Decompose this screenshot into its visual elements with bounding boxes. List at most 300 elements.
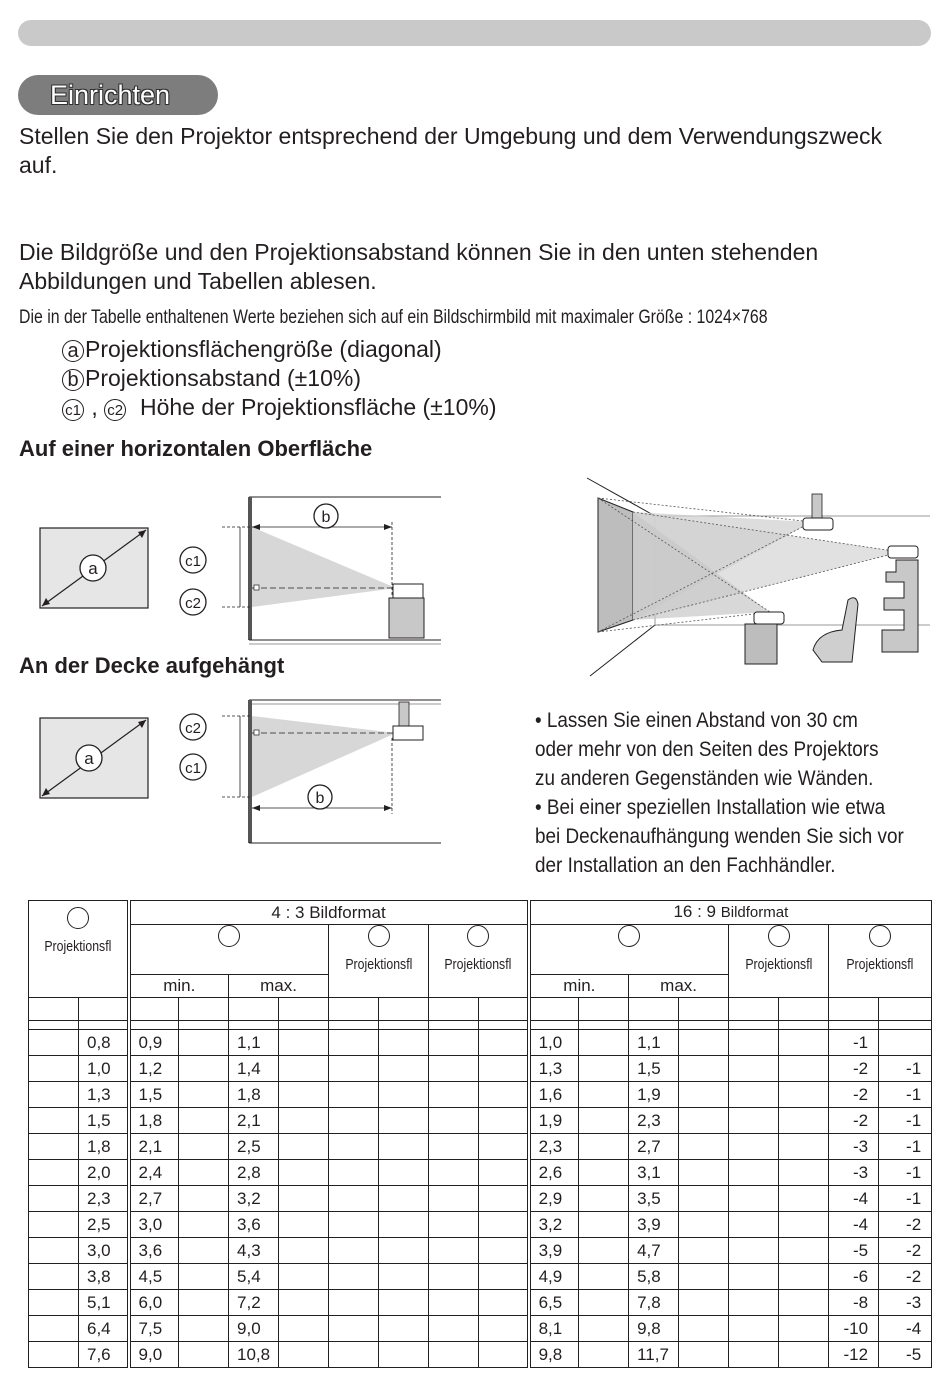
- cell-empty: [179, 1056, 229, 1082]
- cell-empty: [679, 1290, 729, 1316]
- cell-empty: [379, 1056, 429, 1082]
- cell-min169: 8,1: [529, 1316, 579, 1342]
- header-distance-43: [129, 925, 329, 975]
- cell-empty: [479, 1316, 529, 1342]
- svg-text:a: a: [84, 749, 94, 768]
- cell-empty: [479, 1160, 529, 1186]
- cell-empty: [779, 1186, 829, 1212]
- cell-empty: [179, 1238, 229, 1264]
- cell-empty: [279, 1290, 329, 1316]
- cell-empty: [279, 1316, 329, 1342]
- cell-max169: 5,8: [629, 1264, 679, 1290]
- cell-max43: 9,0: [229, 1316, 279, 1342]
- cell-empty: [479, 1238, 529, 1264]
- cell-empty: [729, 1030, 779, 1056]
- svg-text:b: b: [321, 509, 331, 526]
- legend-c-text: Höhe der Projektionsfläche (±10%): [139, 394, 497, 420]
- cell-empty: [29, 1108, 79, 1134]
- cell-empty: [179, 1342, 229, 1368]
- cell-max169: 1,1: [629, 1030, 679, 1056]
- cell-empty: [279, 1342, 329, 1368]
- cell-empty: [779, 1212, 829, 1238]
- legend-c-sep: ,: [85, 394, 105, 420]
- cell-max43: 2,5: [229, 1134, 279, 1160]
- cell-empty: [379, 1264, 429, 1290]
- section-title: Einrichten: [18, 75, 218, 115]
- cell-empty: [29, 1056, 79, 1082]
- cell-c2: -4: [879, 1316, 932, 1342]
- cell-min169: 3,9: [529, 1238, 579, 1264]
- cell-max169: 7,8: [629, 1290, 679, 1316]
- cell-empty: [729, 1264, 779, 1290]
- cell-empty: [329, 1264, 379, 1290]
- header-distance-169: [529, 925, 729, 975]
- cell-empty: [329, 1082, 379, 1108]
- cell-empty: [329, 1212, 379, 1238]
- cell-empty: [579, 1342, 629, 1368]
- cell-empty: [329, 1238, 379, 1264]
- cell-screen: 2,5: [79, 1212, 129, 1238]
- cell-min169: 1,9: [529, 1108, 579, 1134]
- cell-c2: -3: [879, 1290, 932, 1316]
- cell-max169: 4,7: [629, 1238, 679, 1264]
- cell-empty: [729, 1082, 779, 1108]
- cell-empty: [579, 1082, 629, 1108]
- cell-empty: [479, 1264, 529, 1290]
- cell-min43: 1,8: [129, 1108, 179, 1134]
- cell-empty: [729, 1056, 779, 1082]
- header-max-169: max.: [629, 975, 729, 998]
- cell-screen: 2,0: [79, 1160, 129, 1186]
- cell-max169: 1,5: [629, 1056, 679, 1082]
- cell-empty: [779, 1030, 829, 1056]
- bullet-line: der Installation an den Fachhändler.: [535, 854, 836, 877]
- cell-c1: -4: [829, 1186, 879, 1212]
- cell-empty: [379, 1316, 429, 1342]
- cell-empty: [329, 1108, 379, 1134]
- header-c1-169: Projektionsfl: [729, 925, 829, 998]
- header-4-3: 4 : 3 Bildformat: [129, 901, 529, 925]
- cell-empty: [429, 1238, 479, 1264]
- cell-empty: [779, 1082, 829, 1108]
- cell-screen: 5,1: [79, 1290, 129, 1316]
- cell-min43: 2,1: [129, 1134, 179, 1160]
- heading-ceiling: An der Decke aufgehängt: [19, 653, 285, 678]
- cell-c2: -1: [879, 1134, 932, 1160]
- cell-min169: 1,6: [529, 1082, 579, 1108]
- marker-b: [618, 925, 640, 947]
- cell-empty: [179, 1212, 229, 1238]
- header-min-43: min.: [129, 975, 229, 998]
- cell-empty: [429, 1212, 479, 1238]
- cell-screen: 1,3: [79, 1082, 129, 1108]
- cell-empty: [29, 1030, 79, 1056]
- cell-empty: [479, 1342, 529, 1368]
- cell-empty: [679, 1134, 729, 1160]
- cell-screen: 6,4: [79, 1316, 129, 1342]
- cell-empty: [329, 1290, 379, 1316]
- cell-c1: -12: [829, 1342, 879, 1368]
- cell-min169: 4,9: [529, 1264, 579, 1290]
- cell-empty: [779, 1290, 829, 1316]
- table-row: [29, 1264, 932, 1290]
- cell-empty: [579, 1316, 629, 1342]
- cell-empty: [679, 1342, 729, 1368]
- bullet-notes: [535, 706, 904, 880]
- cell-c1: -5: [829, 1238, 879, 1264]
- cell-max43: 1,4: [229, 1056, 279, 1082]
- cell-empty: [379, 1030, 429, 1056]
- bullet-line: • Bei einer speziellen Installation wie etwa: [535, 796, 886, 819]
- cell-empty: [29, 1290, 79, 1316]
- cell-empty: [579, 1108, 629, 1134]
- cell-empty: [579, 1186, 629, 1212]
- cell-empty: [329, 1056, 379, 1082]
- cell-empty: [729, 1108, 779, 1134]
- cell-empty: [679, 1212, 729, 1238]
- cell-empty: [679, 1030, 729, 1056]
- cell-empty: [279, 1082, 329, 1108]
- legend-a-text: Projektionsflächengröße (diagonal): [85, 336, 442, 362]
- cell-c1: -4: [829, 1212, 879, 1238]
- cell-min169: 2,9: [529, 1186, 579, 1212]
- cell-empty: [679, 1160, 729, 1186]
- cell-min43: 1,2: [129, 1056, 179, 1082]
- cell-empty: [279, 1030, 329, 1056]
- cell-c2: -1: [879, 1186, 932, 1212]
- cell-empty: [379, 1108, 429, 1134]
- marker-c2: [869, 925, 891, 947]
- cell-empty: [429, 1342, 479, 1368]
- cell-empty: [579, 1134, 629, 1160]
- cell-min43: 0,9: [129, 1030, 179, 1056]
- cell-empty: [379, 1342, 429, 1368]
- table-row: [29, 1030, 932, 1056]
- cell-screen: 0,8: [79, 1030, 129, 1056]
- table-row: [29, 1082, 932, 1108]
- cell-min43: 3,6: [129, 1238, 179, 1264]
- cell-c1: -2: [829, 1108, 879, 1134]
- cell-max43: 4,3: [229, 1238, 279, 1264]
- cell-empty: [329, 1134, 379, 1160]
- cell-empty: [729, 1342, 779, 1368]
- cell-empty: [579, 1056, 629, 1082]
- cell-empty: [179, 1030, 229, 1056]
- cell-empty: [179, 1108, 229, 1134]
- bullet-line: bei Deckenaufhängung wenden Sie sich vor: [535, 825, 904, 848]
- cell-max43: 1,8: [229, 1082, 279, 1108]
- cell-empty: [329, 1316, 379, 1342]
- table-row: [29, 1056, 932, 1082]
- svg-text:c1: c1: [185, 553, 201, 570]
- cell-max169: 3,9: [629, 1212, 679, 1238]
- cell-max169: 2,7: [629, 1134, 679, 1160]
- intro-text-2: Die Bildgröße und den Projektionsabstand können Sie in den unten stehenden Abbildungen und Tabellen ablesen.: [19, 239, 819, 294]
- cell-max169: 11,7: [629, 1342, 679, 1368]
- cell-empty: [279, 1134, 329, 1160]
- cell-empty: [179, 1082, 229, 1108]
- cell-c2: -1: [879, 1056, 932, 1082]
- header-max-43: max.: [229, 975, 329, 998]
- table-row: [29, 1212, 932, 1238]
- cell-empty: [179, 1134, 229, 1160]
- cell-max43: 2,8: [229, 1160, 279, 1186]
- cell-empty: [429, 1134, 479, 1160]
- cell-min43: 1,5: [129, 1082, 179, 1108]
- side-diagram-ceiling: [180, 700, 441, 843]
- cell-empty: [179, 1290, 229, 1316]
- cell-empty: [429, 1108, 479, 1134]
- cell-empty: [679, 1316, 729, 1342]
- cell-c2: -2: [879, 1264, 932, 1290]
- side-diagram-horizontal: [180, 497, 441, 644]
- cell-empty: [379, 1134, 429, 1160]
- cell-empty: [479, 1082, 529, 1108]
- cell-empty: [429, 1082, 479, 1108]
- cell-empty: [29, 1316, 79, 1342]
- svg-text:c2: c2: [185, 720, 201, 737]
- cell-max43: 10,8: [229, 1342, 279, 1368]
- cell-empty: [329, 1186, 379, 1212]
- screen-diagram-ceiling: [40, 718, 148, 798]
- cell-empty: [279, 1186, 329, 1212]
- cell-min169: 9,8: [529, 1342, 579, 1368]
- cell-empty: [779, 1056, 829, 1082]
- header-c2-169: Projektionsfl: [829, 925, 932, 998]
- cell-empty: [729, 1290, 779, 1316]
- cell-empty: [429, 1290, 479, 1316]
- cell-c1: -1: [829, 1030, 879, 1056]
- cell-screen: 1,0: [79, 1056, 129, 1082]
- cell-empty: [729, 1160, 779, 1186]
- cell-c1: -2: [829, 1082, 879, 1108]
- cell-empty: [29, 1082, 79, 1108]
- table-note: Die in der Tabelle enthaltenen Werte beziehen sich auf ein Bildschirmbild mit maximaler Größe : 1024×768: [19, 307, 768, 328]
- marker-a: [67, 907, 89, 929]
- marker-a: a: [62, 340, 84, 362]
- cell-min169: 6,5: [529, 1290, 579, 1316]
- cell-empty: [29, 1342, 79, 1368]
- cell-screen: 3,8: [79, 1264, 129, 1290]
- marker-b: [218, 925, 240, 947]
- cell-c1: -3: [829, 1134, 879, 1160]
- cell-empty: [579, 1212, 629, 1238]
- cell-c1: -3: [829, 1160, 879, 1186]
- cell-max169: 2,3: [629, 1108, 679, 1134]
- cell-empty: [429, 1056, 479, 1082]
- cell-empty: [329, 1160, 379, 1186]
- table-row: [29, 1290, 932, 1316]
- cell-min169: 2,3: [529, 1134, 579, 1160]
- cell-empty: [579, 1264, 629, 1290]
- cell-screen: 1,8: [79, 1134, 129, 1160]
- cell-empty: [329, 1342, 379, 1368]
- marker-c2: c2: [104, 399, 126, 421]
- bullet-line: zu anderen Gegenständen wie Wänden.: [535, 767, 874, 790]
- cell-empty: [29, 1134, 79, 1160]
- cell-empty: [429, 1030, 479, 1056]
- cell-empty: [579, 1030, 629, 1056]
- svg-text:c2: c2: [185, 595, 201, 612]
- cell-empty: [779, 1108, 829, 1134]
- cell-c2: -2: [879, 1238, 932, 1264]
- cell-screen: 3,0: [79, 1238, 129, 1264]
- cell-empty: [679, 1082, 729, 1108]
- cell-max169: 3,1: [629, 1160, 679, 1186]
- cell-empty: [779, 1238, 829, 1264]
- marker-c1: [368, 925, 390, 947]
- cell-c1: -2: [829, 1056, 879, 1082]
- cell-empty: [29, 1212, 79, 1238]
- cell-empty: [729, 1186, 779, 1212]
- cell-empty: [279, 1160, 329, 1186]
- cell-c2: -1: [879, 1160, 932, 1186]
- cell-empty: [279, 1238, 329, 1264]
- cell-min43: 9,0: [129, 1342, 179, 1368]
- svg-text:a: a: [88, 559, 98, 578]
- heading-horizontal: Auf einer horizontalen Oberfläche: [19, 436, 373, 461]
- cell-empty: [179, 1186, 229, 1212]
- cell-empty: [429, 1160, 479, 1186]
- cell-empty: [679, 1264, 729, 1290]
- cell-empty: [29, 1160, 79, 1186]
- cell-min169: 1,3: [529, 1056, 579, 1082]
- marker-b: b: [62, 369, 84, 391]
- cell-empty: [679, 1238, 729, 1264]
- cell-min43: 2,7: [129, 1186, 179, 1212]
- cell-max43: 3,6: [229, 1212, 279, 1238]
- cell-empty: [779, 1160, 829, 1186]
- cell-empty: [779, 1342, 829, 1368]
- legend-b-text: Projektionsabstand (±10%): [85, 365, 361, 391]
- screen-diagram-horizontal: [40, 528, 148, 608]
- cell-empty: [429, 1186, 479, 1212]
- cell-empty: [479, 1030, 529, 1056]
- marker-c1: [768, 925, 790, 947]
- cell-empty: [379, 1082, 429, 1108]
- header-screen-size: Projektionsfl: [29, 901, 129, 998]
- cell-screen: 1,5: [79, 1108, 129, 1134]
- marker-c2: [467, 925, 489, 947]
- cell-empty: [429, 1264, 479, 1290]
- bullet-line: oder mehr von den Seiten des Projektors: [535, 738, 879, 761]
- cell-c2: [879, 1030, 932, 1056]
- header-c1-43: Projektionsfl: [329, 925, 429, 998]
- cell-empty: [479, 1186, 529, 1212]
- table-row: [29, 1316, 932, 1342]
- cell-max43: 3,2: [229, 1186, 279, 1212]
- cell-empty: [729, 1238, 779, 1264]
- table-row: [29, 1134, 932, 1160]
- cell-min43: 6,0: [129, 1290, 179, 1316]
- cell-c2: -5: [879, 1342, 932, 1368]
- cell-c2: -2: [879, 1212, 932, 1238]
- cell-min169: 1,0: [529, 1030, 579, 1056]
- cell-empty: [379, 1290, 429, 1316]
- svg-text:c1: c1: [185, 760, 201, 777]
- cell-min43: 4,5: [129, 1264, 179, 1290]
- cell-empty: [29, 1264, 79, 1290]
- table-row: [29, 1238, 932, 1264]
- cell-empty: [379, 1212, 429, 1238]
- header-min-169: min.: [529, 975, 629, 998]
- table-row: [29, 1108, 932, 1134]
- intro-text: Stellen Sie den Projektor entsprechend der Umgebung und dem Verwendungszweck auf.: [19, 123, 883, 178]
- table-row: [29, 1342, 932, 1368]
- cell-empty: [179, 1160, 229, 1186]
- table-row: [29, 1186, 932, 1212]
- cell-empty: [279, 1056, 329, 1082]
- cell-empty: [679, 1108, 729, 1134]
- cell-empty: [579, 1238, 629, 1264]
- cell-max43: 2,1: [229, 1108, 279, 1134]
- cell-screen: 2,3: [79, 1186, 129, 1212]
- cell-min169: 2,6: [529, 1160, 579, 1186]
- cell-empty: [729, 1212, 779, 1238]
- cell-empty: [29, 1186, 79, 1212]
- marker-c1: c1: [62, 399, 84, 421]
- cell-c1: -6: [829, 1264, 879, 1290]
- table-row: [29, 1160, 932, 1186]
- room-illustration: [587, 478, 930, 676]
- cell-empty: [179, 1316, 229, 1342]
- cell-empty: [679, 1186, 729, 1212]
- cell-empty: [679, 1056, 729, 1082]
- cell-empty: [479, 1134, 529, 1160]
- cell-empty: [379, 1160, 429, 1186]
- cell-empty: [279, 1212, 329, 1238]
- cell-empty: [279, 1264, 329, 1290]
- cell-empty: [779, 1316, 829, 1342]
- cell-max169: 1,9: [629, 1082, 679, 1108]
- cell-empty: [579, 1160, 629, 1186]
- cell-empty: [779, 1134, 829, 1160]
- cell-empty: [479, 1290, 529, 1316]
- cell-min43: 3,0: [129, 1212, 179, 1238]
- cell-min43: 2,4: [129, 1160, 179, 1186]
- cell-min43: 7,5: [129, 1316, 179, 1342]
- cell-empty: [279, 1108, 329, 1134]
- cell-c2: -1: [879, 1108, 932, 1134]
- header-c2-43: Projektionsfl: [429, 925, 529, 998]
- bullet-line: • Lassen Sie einen Abstand von 30 cm: [535, 709, 858, 732]
- cell-empty: [29, 1238, 79, 1264]
- cell-max43: 7,2: [229, 1290, 279, 1316]
- cell-c1: -10: [829, 1316, 879, 1342]
- cell-empty: [779, 1264, 829, 1290]
- cell-empty: [179, 1264, 229, 1290]
- svg-text:b: b: [315, 790, 325, 807]
- header-16-9: 16 : 9 Bildformat: [529, 901, 932, 925]
- cell-screen: 7,6: [79, 1342, 129, 1368]
- cell-max43: 1,1: [229, 1030, 279, 1056]
- cell-empty: [479, 1108, 529, 1134]
- cell-empty: [429, 1316, 479, 1342]
- cell-max169: 9,8: [629, 1316, 679, 1342]
- cell-empty: [729, 1316, 779, 1342]
- cell-empty: [379, 1186, 429, 1212]
- projection-distance-table: [28, 900, 932, 1368]
- cell-empty: [329, 1030, 379, 1056]
- cell-c2: -1: [879, 1082, 932, 1108]
- cell-c1: -8: [829, 1290, 879, 1316]
- cell-min169: 3,2: [529, 1212, 579, 1238]
- cell-empty: [729, 1134, 779, 1160]
- cell-empty: [379, 1238, 429, 1264]
- cell-max169: 3,5: [629, 1186, 679, 1212]
- cell-max43: 5,4: [229, 1264, 279, 1290]
- table-body: [29, 1030, 932, 1368]
